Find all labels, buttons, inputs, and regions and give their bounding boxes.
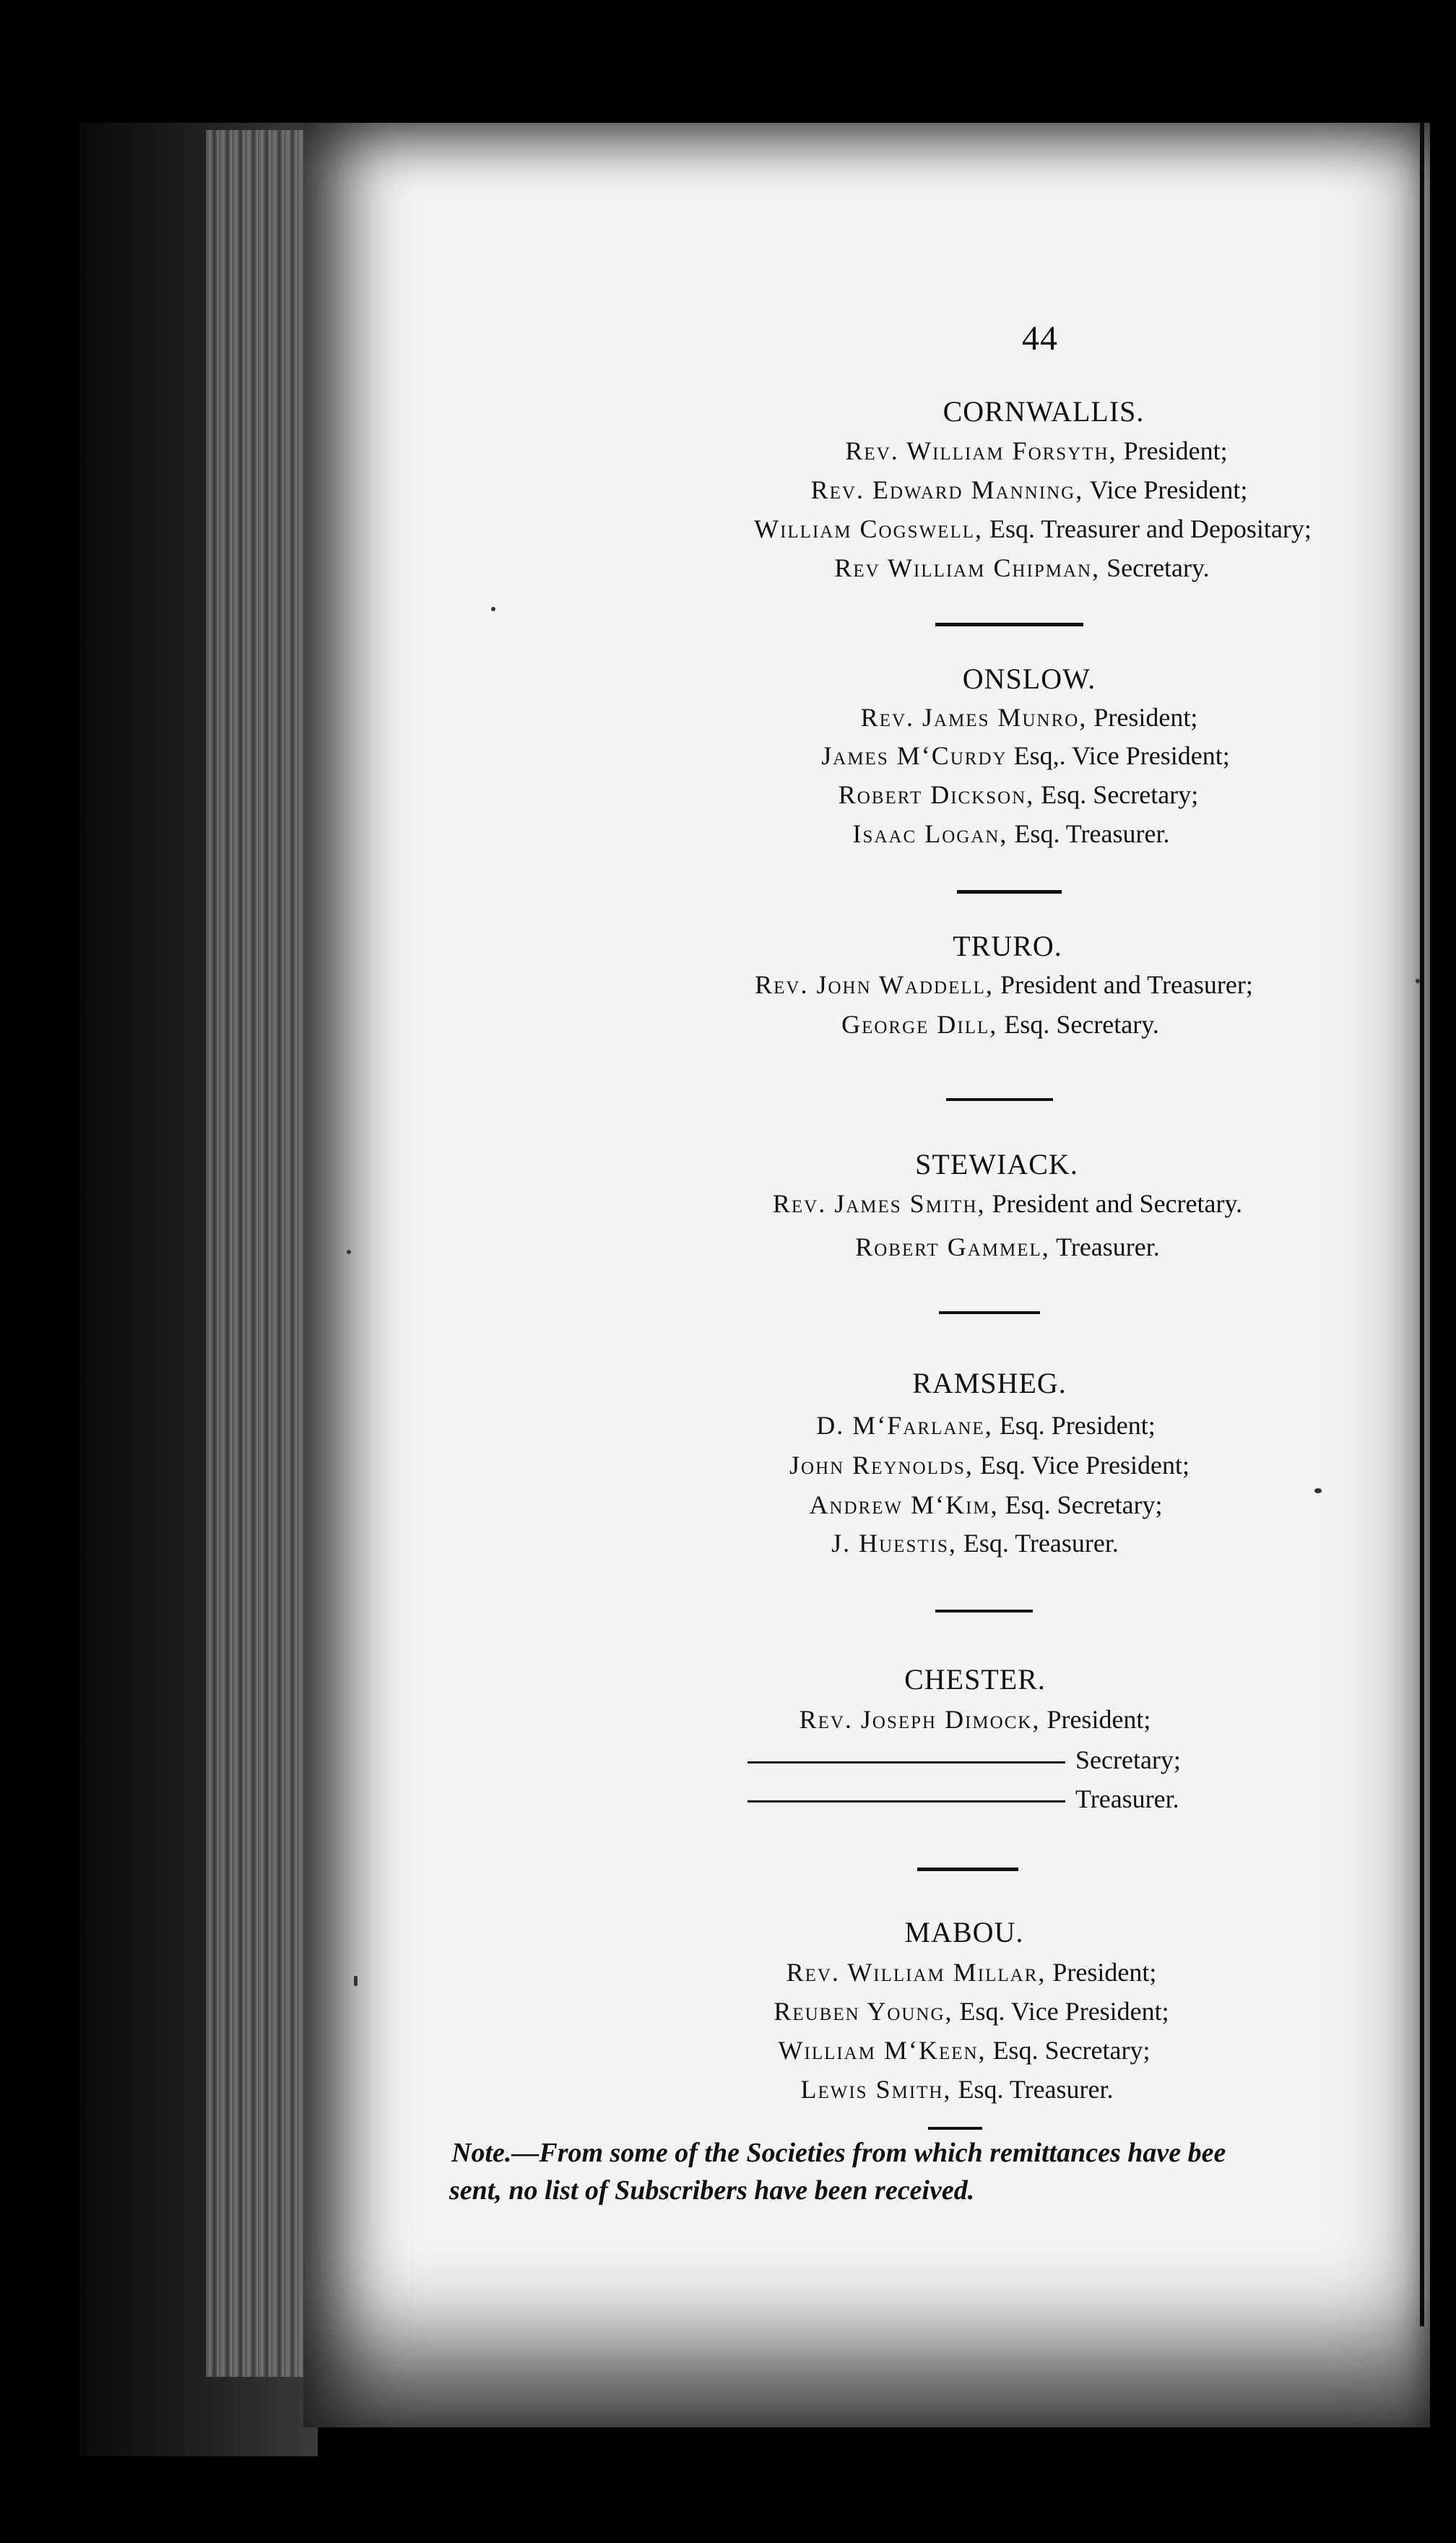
scan-speck <box>491 607 495 611</box>
officer-name: William M‘Keen, <box>778 2036 987 2065</box>
officer-line <box>786 1959 1157 1985</box>
society-heading: ONSLOW. <box>962 662 1096 695</box>
scan-speck <box>347 1250 351 1254</box>
society-heading: TRURO. <box>953 930 1062 962</box>
officer-line <box>748 1786 1179 1812</box>
officer-role: Secretary. <box>1106 553 1210 582</box>
officer-name: Rev William Chipman, <box>834 553 1101 582</box>
officer-name: Reuben Young, <box>774 1997 953 2026</box>
society-heading: CORNWALLIS. <box>942 395 1145 428</box>
officer-role: President; <box>1093 703 1198 732</box>
officer-role: Treasurer. <box>1075 1784 1179 1813</box>
officer-name: Rev. James Munro, <box>860 703 1088 732</box>
officer-name: D. M‘Farlane, <box>816 1411 993 1440</box>
officer-line <box>845 438 1227 464</box>
officer-role: Esq. Treasurer. <box>963 1529 1119 1558</box>
scan-speck <box>1314 1488 1322 1493</box>
officer-line <box>789 1452 1190 1478</box>
officer-role: Vice President; <box>1089 475 1248 504</box>
section-divider <box>928 2127 982 2130</box>
officer-name: William Cogswell, <box>754 514 983 543</box>
officer-line <box>855 1234 1160 1260</box>
officer-line <box>774 1998 1169 2024</box>
page-number: 44 <box>1022 319 1058 358</box>
society-heading: MABOU. <box>904 1916 1024 1948</box>
officer-line <box>841 1011 1159 1037</box>
officer-role: Esq. Treasurer. <box>958 2075 1114 2104</box>
officer-role: Esq. Vice President; <box>979 1451 1190 1480</box>
officer-line <box>800 1706 1151 1732</box>
section-divider <box>957 890 1062 894</box>
officer-role: Esq,. Vice President; <box>1013 741 1230 770</box>
officer-name: Rev. William Forsyth, <box>845 436 1117 465</box>
officer-role: Esq. Secretary. <box>1004 1010 1159 1039</box>
officer-line <box>834 555 1209 581</box>
society-heading: RAMSHEG. <box>912 1367 1067 1399</box>
officer-role: President and Secretary. <box>992 1189 1243 1218</box>
officer-name: Rev. John Waddell, <box>755 970 994 999</box>
scan-speck <box>354 1976 358 1986</box>
officer-role: President; <box>1052 1958 1157 1987</box>
officer-role: Esq. Secretary; <box>1041 780 1199 809</box>
officer-name: Isaac Logan, <box>852 819 1008 848</box>
officer-name: Rev. William Millar, <box>786 1958 1046 1987</box>
officer-name: James M‘Curdy <box>821 741 1008 770</box>
officer-name: J. Huestis, <box>831 1529 957 1558</box>
scan-speck <box>1416 979 1420 983</box>
officer-role: Esq. Treasurer and Depositary; <box>989 514 1312 543</box>
officer-name: Lewis Smith, <box>800 2075 952 2104</box>
officer-line <box>755 972 1253 998</box>
officer-name: Andrew M‘Kim, <box>809 1490 999 1519</box>
officer-line <box>801 2076 1114 2102</box>
officer-role: Esq. Treasurer. <box>1014 819 1170 848</box>
blank-name-line <box>748 1761 1065 1763</box>
officer-role: President and Treasurer; <box>1000 970 1253 999</box>
officer-line <box>816 1412 1155 1438</box>
section-divider <box>935 1610 1033 1612</box>
officer-line <box>773 1191 1242 1217</box>
officer-line <box>861 704 1198 730</box>
blank-name-line <box>748 1800 1065 1802</box>
officer-name: George Dill, <box>841 1010 998 1039</box>
officer-line <box>831 1530 1119 1556</box>
officer-line <box>838 782 1198 808</box>
officer-name: Robert Dickson, <box>838 780 1035 809</box>
officer-name: John Reynolds, <box>789 1451 974 1480</box>
officer-role: Treasurer. <box>1056 1232 1160 1261</box>
section-divider <box>939 1311 1040 1314</box>
page-border-line <box>1420 123 1424 2326</box>
officer-role: President; <box>1123 436 1228 465</box>
officer-line <box>809 1492 1162 1518</box>
officer-name: Rev. James Smith, <box>772 1189 986 1218</box>
officer-name: Rev. Edward Manning, <box>810 475 1084 504</box>
officer-name: Robert Gammel, <box>855 1232 1050 1261</box>
officer-role: Secretary; <box>1075 1745 1181 1774</box>
officer-role: Esq. Secretary; <box>992 2036 1150 2065</box>
officer-line <box>821 743 1229 769</box>
officer-line <box>811 477 1248 503</box>
society-heading: STEWIACK. <box>915 1148 1078 1180</box>
officer-name: Rev. Joseph Dimock, <box>799 1705 1041 1734</box>
footnote-line: Note.—From some of the Societies from which remittances have bee <box>451 2138 1226 2168</box>
officer-role: Esq. Vice President; <box>959 1997 1169 2026</box>
officer-role: President; <box>1046 1705 1151 1734</box>
section-divider <box>917 1868 1018 1871</box>
officer-line <box>853 821 1170 847</box>
officer-line <box>754 516 1312 542</box>
officer-line <box>748 1747 1181 1773</box>
section-divider <box>935 623 1083 626</box>
footnote-line: sent, no list of Subscribers have been received. <box>449 2175 975 2206</box>
officer-role: Esq. Secretary; <box>1005 1490 1163 1519</box>
officer-line <box>779 2037 1150 2063</box>
section-divider <box>946 1098 1053 1101</box>
officer-role: Esq. President; <box>999 1411 1156 1440</box>
society-heading: CHESTER. <box>904 1663 1046 1696</box>
